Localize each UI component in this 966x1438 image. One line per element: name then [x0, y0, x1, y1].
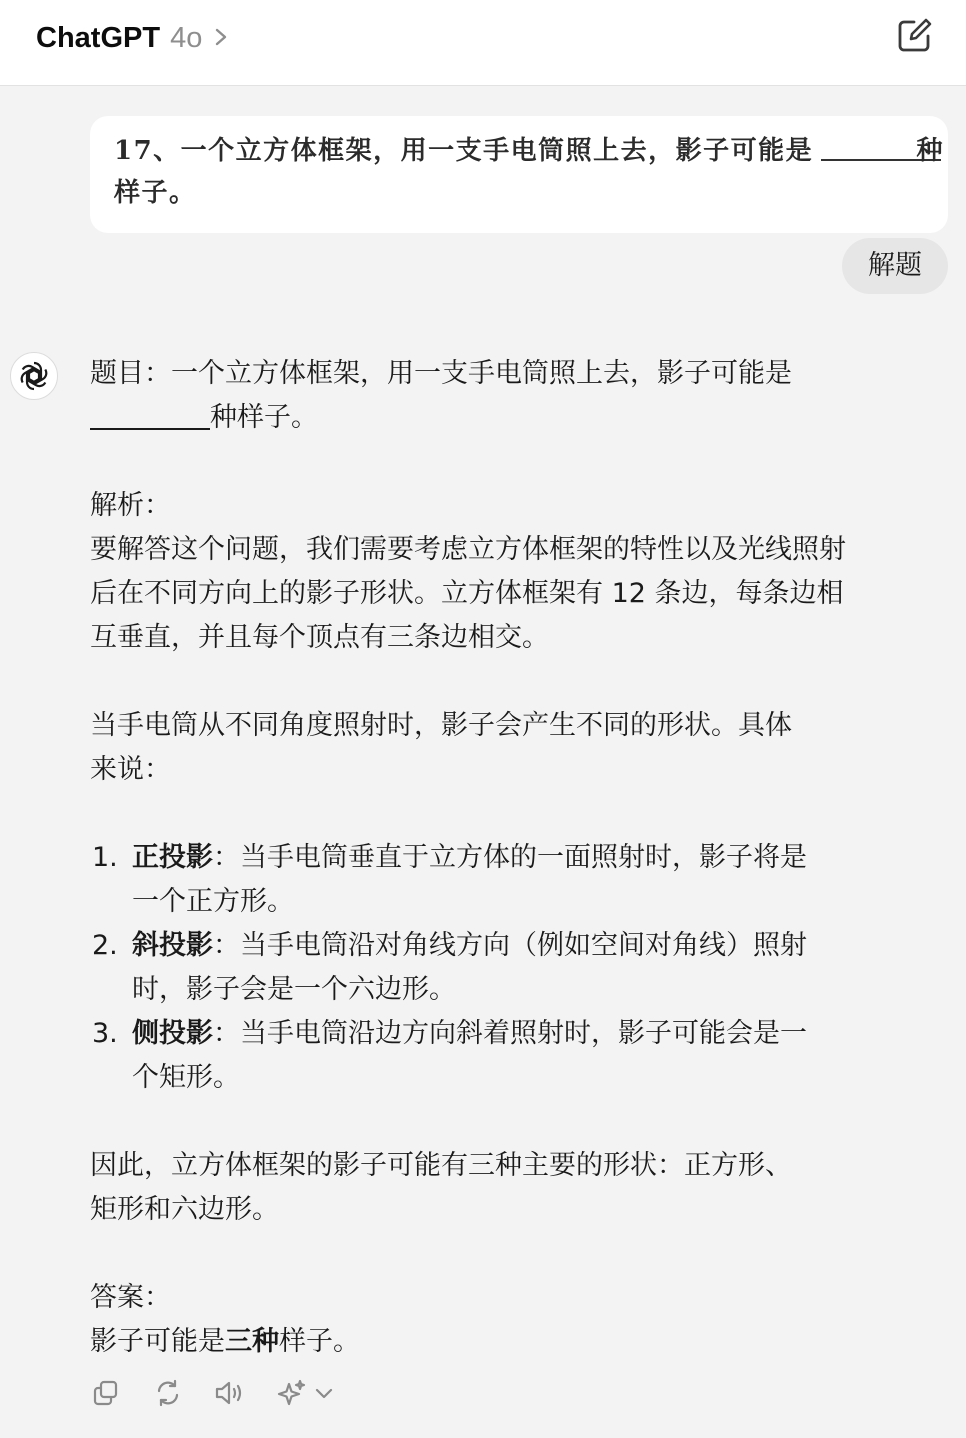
model-name: 4o — [170, 22, 203, 54]
intro-line-2: 来说： — [90, 754, 171, 785]
chevron-right-icon[interactable] — [212, 26, 230, 48]
list-text-cont: 一个正方形。 — [132, 886, 294, 917]
list-term: 侧投影 — [132, 1018, 213, 1049]
final-answer-bold: 三种 — [225, 1326, 279, 1357]
projection-list — [90, 836, 870, 1100]
final-answer-prefix: 影子可能是 — [90, 1326, 225, 1357]
list-number: 1. — [92, 842, 118, 873]
app-name: ChatGPT — [36, 22, 161, 54]
question-line-2: 样子。 — [114, 178, 197, 208]
compose-icon[interactable] — [894, 16, 934, 56]
list-item — [90, 924, 870, 1012]
conclusion-text — [90, 1144, 870, 1232]
list-item — [90, 1012, 870, 1100]
answer-blank — [90, 400, 210, 430]
list-text: ：当手电筒垂直于立方体的一面照射时，影子将是 — [213, 842, 807, 873]
user-message-bubble: 解题 — [842, 238, 948, 294]
copy-icon[interactable] — [88, 1374, 124, 1412]
list-term: 正投影 — [132, 842, 213, 873]
list-item — [90, 836, 870, 924]
chevron-down-icon[interactable] — [306, 1374, 342, 1412]
openai-logo-icon — [17, 359, 51, 393]
list-text: ：当手电筒沿对角线方向（例如空间对角线）照射 — [213, 930, 807, 961]
model-selector[interactable] — [36, 18, 202, 58]
final-answer-suffix: 样子。 — [279, 1326, 360, 1357]
top-bar — [0, 0, 966, 86]
read-aloud-icon[interactable] — [212, 1374, 248, 1412]
conclusion-line-1: 因此，立方体框架的影子可能有三种主要的形状：正方形、 — [90, 1150, 792, 1181]
list-number: 3. — [92, 1018, 118, 1049]
list-text-cont: 时，影子会是一个六边形。 — [132, 974, 456, 1005]
list-term: 斜投影 — [132, 930, 213, 961]
assistant-avatar — [10, 352, 58, 400]
intro-line-1: 当手电筒从不同角度照射时，影子会产生不同的形状。具体 — [90, 710, 792, 741]
regenerate-icon[interactable] — [150, 1374, 186, 1412]
sparkle-icon[interactable] — [274, 1374, 310, 1412]
final-answer — [90, 1320, 870, 1364]
question-image-text — [114, 130, 944, 214]
list-number: 2. — [92, 930, 118, 961]
question-line-1-suffix: 种 — [916, 136, 944, 166]
analysis-text: 要解答这个问题，我们需要考虑立方体框架的特性以及光线照射后在不同方向上的影子形状。立方体框架有 12 条边，每条边相互垂直，并且每个顶点有三条边相交。 — [90, 534, 846, 653]
list-text-cont: 个矩形。 — [132, 1062, 240, 1093]
answer-label: 答案： — [90, 1282, 171, 1313]
list-text: ：当手电筒沿边方向斜着照射时，影子可能会是一 — [213, 1018, 807, 1049]
conclusion-line-2: 矩形和六边形。 — [90, 1194, 279, 1225]
intro-text — [90, 704, 870, 792]
analysis-label: 解析： — [90, 490, 171, 521]
assistant-message — [90, 352, 870, 1364]
question-line-1: 17、一个立方体框架，用一支手电筒照上去，影子可能是 — [114, 136, 814, 166]
problem-text-suffix: 种样子。 — [210, 402, 318, 433]
problem-statement — [90, 352, 870, 440]
problem-text: 题目：一个立方体框架，用一支手电筒照上去，影子可能是 — [90, 358, 792, 389]
